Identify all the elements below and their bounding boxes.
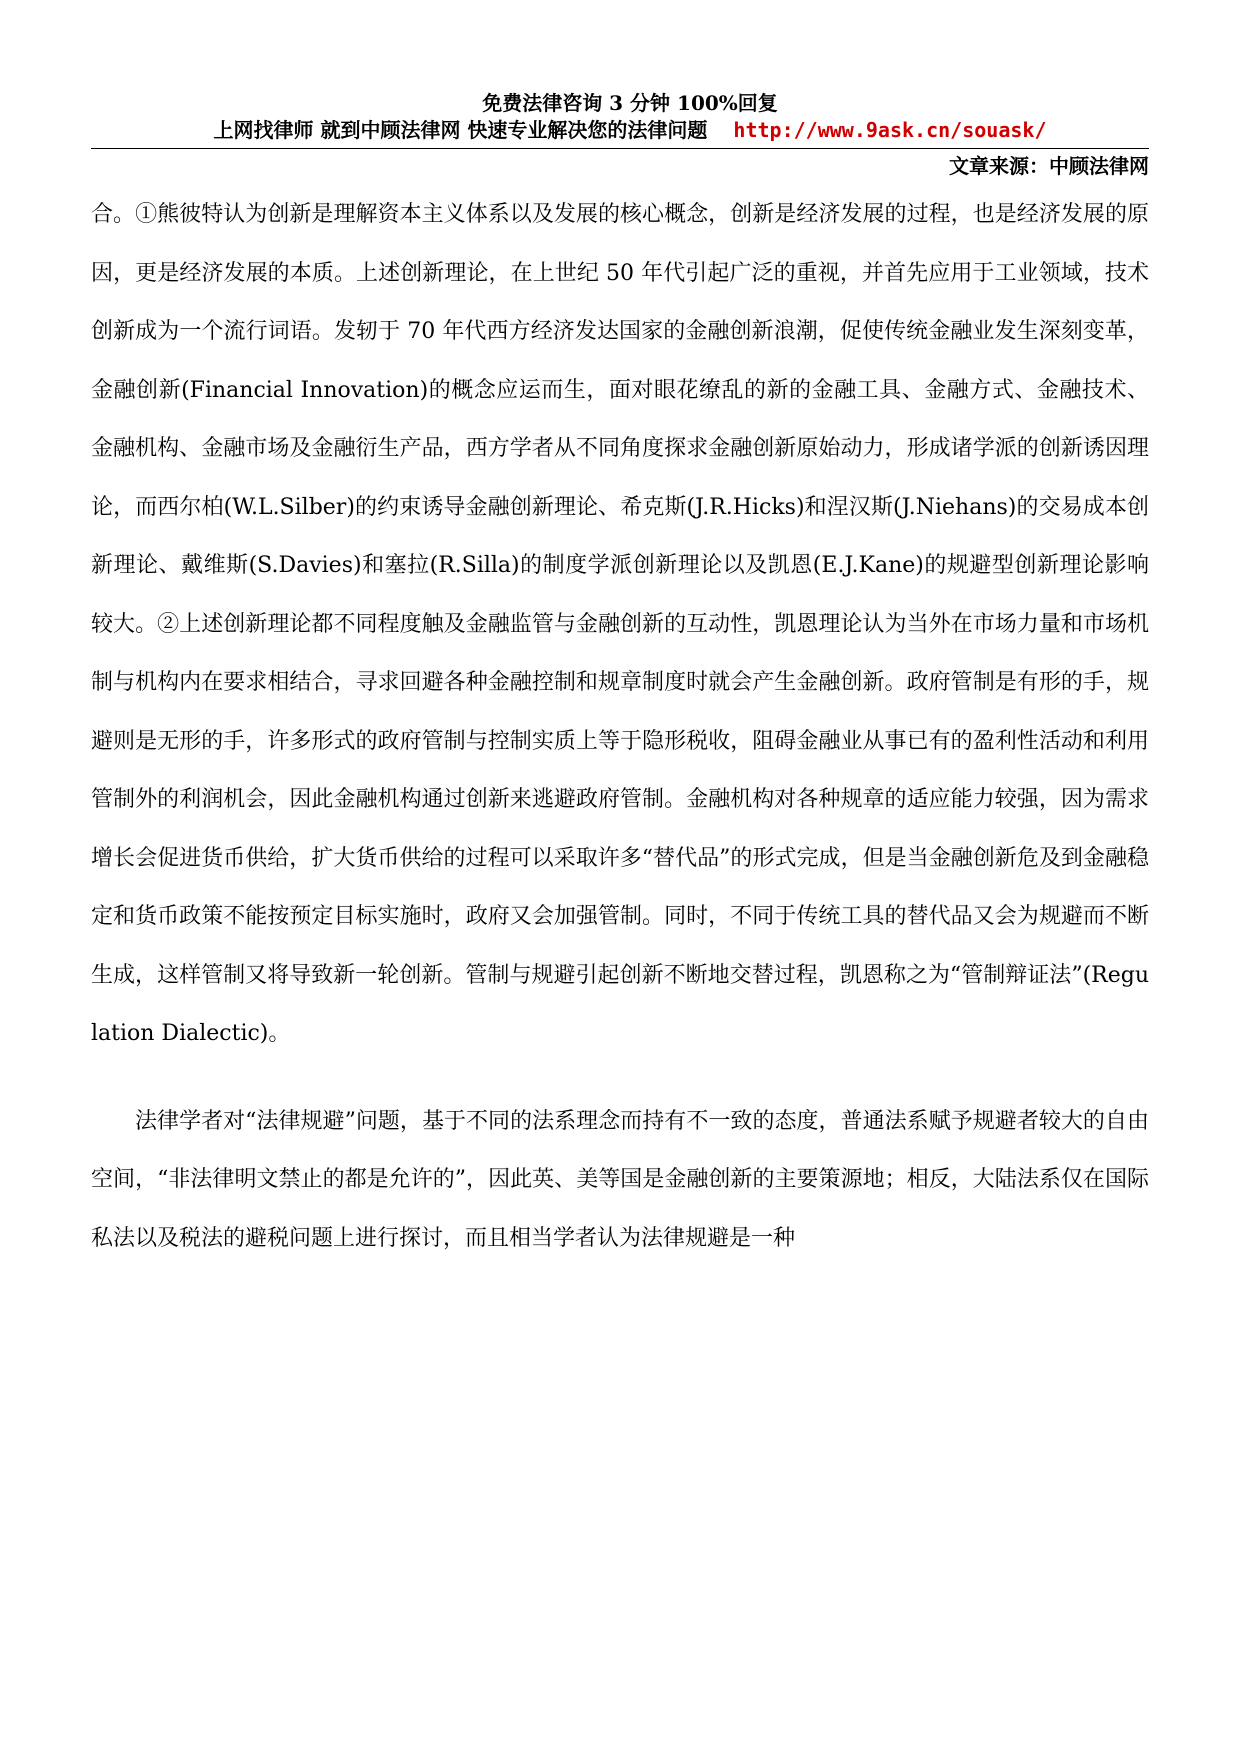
header-url-link[interactable]: http://www.9ask.cn/souask/ [733, 118, 1047, 142]
article-body [91, 186, 1149, 1268]
page-header [91, 90, 1149, 144]
header-promo-line: 免费法律咨询 3 分钟 100%回复 [482, 91, 778, 115]
header-tagline-row [91, 116, 1149, 144]
article-paragraph-1: 合。①熊彼特认为创新是理解资本主义体系以及发展的核心概念，创新是经济发展的过程，也是经济发展的原因，更是经济发展的本质。上述创新理论，在上世纪 50 年代引起广泛的重视，并首先应用于工业领域，技术创新成为一个流行词语。发轫于 70 年代西方经济发达国家的金融创新浪潮，促使传统金融业发生深刻变革，金融创新(Financial Innovation)的概念应运而生，面对眼花缭乱的新的金融工具、金融方式、金融技术、金融机构、金融市场及金融衍生产品，西方学者从不同角度探求金融创新原始动力，形成诸学派的创新诱因理论，而西尔柏(W.L.Silber)的约束诱导金融创新理论、希克斯(J.R.Hicks)和涅汉斯(J.Niehans)的交易成本创新理论、戴维斯(S.Davies)和塞拉(R.Silla)的制度学派创新理论以及凯恩(E.J.Kane)的规避型创新理论影响较大。②上述创新理论都不同程度触及金融监管与金融创新的互动性，凯恩理论认为当外在市场力量和市场机制与机构内在要求相结合，寻求回避各种金融控制和规章制度时就会产生金融创新。政府管制是有形的手，规避则是无形的手，许多形式的政府管制与控制实质上等于隐形税收，阻碍金融业从事已有的盈利性活动和利用管制外的利润机会，因此金融机构通过创新来逃避政府管制。金融机构对各种规章的适应能力较强，因为需求增长会促进货币供给，扩大货币供给的过程可以采取许多“替代品”的形式完成，但是当金融创新危及到金融稳定和货币政策不能按预定目标实施时，政府又会加强管制。同时，不同于传统工具的替代品又会为规避而不断生成，这样管制又将导致新一轮创新。管制与规避引起创新不断地交替过程，凯恩称之为“管制辩证法”(Regulation Dialectic)。 [91, 202, 1149, 1046]
header-divider [91, 148, 1149, 149]
header-tagline: 上网找律师 就到中顾法律网 快速专业解决您的法律问题 [213, 118, 708, 142]
article-paragraph-2: 法律学者对“法律规避”问题，基于不同的法系理念而持有不一致的态度，普通法系赋予规避者较大的自由空间，“非法律明文禁止的都是允许的”，因此英、美等国是金融创新的主要策源地；相反，大陆法系仅在国际私法以及税法的避税问题上进行探讨，而且相当学者认为法律规避是一种 [91, 1108, 1149, 1251]
article-source: 文章来源：中顾法律网 [949, 154, 1149, 178]
